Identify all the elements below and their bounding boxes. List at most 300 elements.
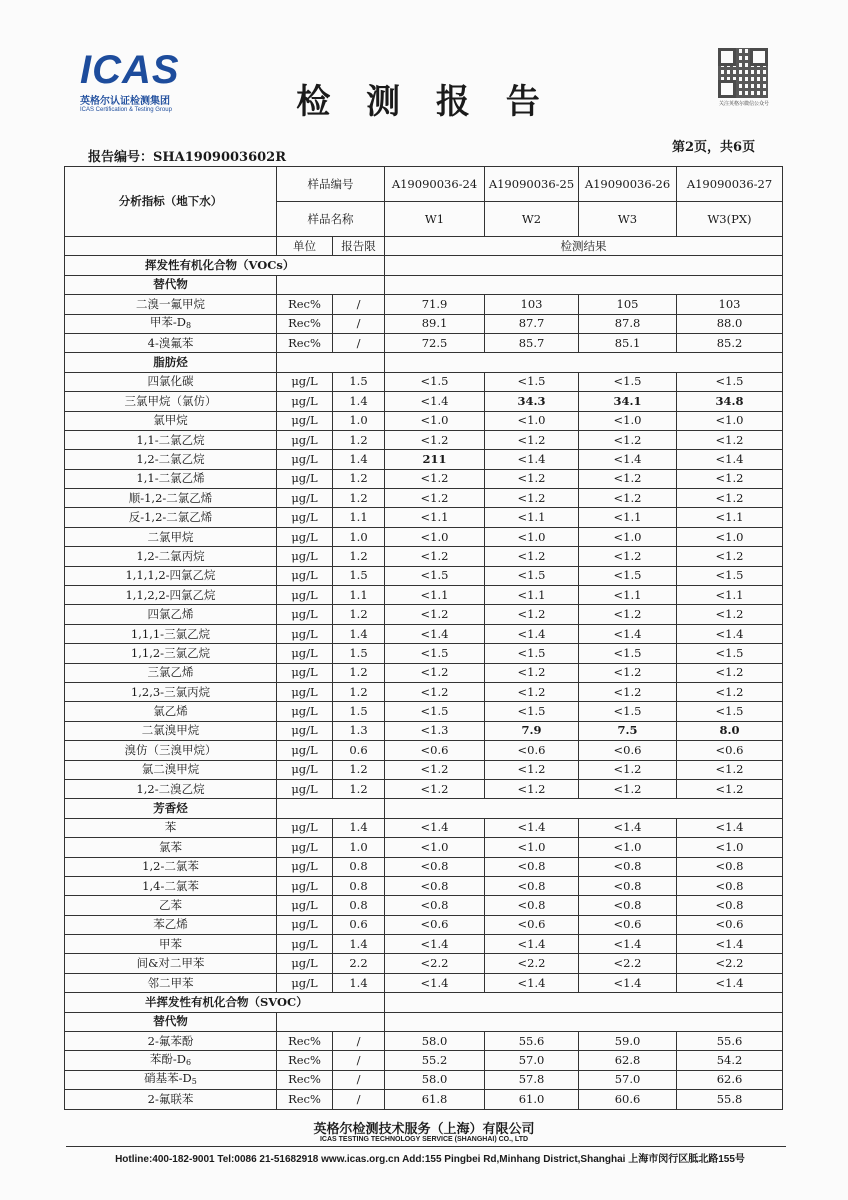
result-cell: <1.1 [579, 586, 677, 605]
result-cell: <1.2 [385, 430, 485, 449]
limit-cell: 1.2 [333, 779, 385, 798]
unit-cell: μg/L [277, 489, 333, 508]
sample-name: W3(PX) [677, 202, 783, 237]
unit-cell: Rec% [277, 295, 333, 314]
unit-cell: μg/L [277, 876, 333, 895]
limit-cell: 2.2 [333, 954, 385, 973]
result-cell: 71.9 [385, 295, 485, 314]
result-cell: <1.0 [677, 411, 783, 430]
group-row [65, 1012, 783, 1031]
result-cell: <1.5 [677, 566, 783, 585]
result-cell: 8.0 [677, 721, 783, 740]
table-row [65, 372, 783, 391]
result-cell: <1.2 [485, 779, 579, 798]
limit-cell: 1.4 [333, 818, 385, 837]
result-cell: <1.2 [385, 469, 485, 488]
limit-cell: 1.5 [333, 702, 385, 721]
table-row [65, 721, 783, 740]
result-cell: <1.5 [485, 566, 579, 585]
unit-cell: μg/L [277, 954, 333, 973]
result-cell: <1.4 [579, 450, 677, 469]
result-cell: 211 [385, 450, 485, 469]
limit-cell: 1.2 [333, 489, 385, 508]
table-row [65, 450, 783, 469]
result-cell: <1.2 [485, 547, 579, 566]
result-cell: 85.2 [677, 333, 783, 352]
result-cell: <1.1 [485, 508, 579, 527]
unit-cell: μg/L [277, 450, 333, 469]
table-row [65, 469, 783, 488]
result-cell: <0.8 [677, 876, 783, 895]
analyte-name: 间&对二甲苯 [65, 954, 277, 973]
analyte-name: 甲苯 [65, 935, 277, 954]
result-cell: 85.1 [579, 333, 677, 352]
result-cell: <2.2 [579, 954, 677, 973]
limit-cell: / [333, 1032, 385, 1051]
table-row [65, 896, 783, 915]
group-title: 脂肪烃 [65, 353, 277, 372]
result-cell: <0.8 [485, 876, 579, 895]
result-cell: 7.9 [485, 721, 579, 740]
result-cell: 61.0 [485, 1090, 579, 1109]
result-cell: <1.4 [579, 818, 677, 837]
result-cell: <1.4 [677, 450, 783, 469]
table-row [65, 935, 783, 954]
analyte-name: 苯乙烯 [65, 915, 277, 934]
limit-cell: 1.4 [333, 392, 385, 411]
table-row [65, 702, 783, 721]
table-row [65, 1051, 783, 1070]
sample-no-label: 样品编号 [277, 167, 385, 202]
table-row [65, 876, 783, 895]
result-cell: <2.2 [485, 954, 579, 973]
analyte-name: 1,2-二氯丙烷 [65, 547, 277, 566]
result-cell: 87.7 [485, 314, 579, 333]
unit-cell: μg/L [277, 760, 333, 779]
result-cell: <1.4 [579, 935, 677, 954]
page-number: 第2页，共6页 [672, 140, 756, 155]
unit-cell: μg/L [277, 915, 333, 934]
result-cell: <0.8 [579, 896, 677, 915]
result-cell: <1.2 [385, 547, 485, 566]
unit-cell: Rec% [277, 333, 333, 352]
result-cell: <1.4 [677, 973, 783, 992]
result-cell: <1.5 [385, 566, 485, 585]
limit-cell: 1.3 [333, 721, 385, 740]
result-cell: <1.5 [385, 644, 485, 663]
result-cell: <1.2 [677, 489, 783, 508]
result-cell: <0.8 [385, 876, 485, 895]
logo-english-name: ICAS Certification & Testing Group [80, 107, 172, 113]
result-cell: 87.8 [579, 314, 677, 333]
sample-name: W2 [485, 202, 579, 237]
result-cell: <1.0 [485, 838, 579, 857]
result-cell: <0.6 [677, 915, 783, 934]
limit-cell: 1.4 [333, 624, 385, 643]
analyte-name: 四氯乙烯 [65, 605, 277, 624]
limit-cell: 1.4 [333, 935, 385, 954]
analyte-name: 三氯甲烷（氯仿） [65, 392, 277, 411]
limit-cell: 0.8 [333, 876, 385, 895]
result-cell: <1.2 [579, 430, 677, 449]
result-cell: <1.0 [485, 411, 579, 430]
result-cell: <1.5 [485, 702, 579, 721]
table-row [65, 333, 783, 352]
result-cell: <1.5 [485, 644, 579, 663]
result-cell: <1.2 [677, 682, 783, 701]
result-cell: <1.1 [385, 586, 485, 605]
sample-id: A19090036-24 [385, 167, 485, 202]
table-row [65, 392, 783, 411]
footer-divider [66, 1146, 786, 1147]
analyte-name: 二氯甲烷 [65, 527, 277, 546]
sample-id: A19090036-25 [485, 167, 579, 202]
unit-cell: μg/L [277, 818, 333, 837]
unit-header: 单位 [277, 237, 333, 256]
result-cell: <0.6 [579, 741, 677, 760]
unit-cell: μg/L [277, 508, 333, 527]
unit-cell: μg/L [277, 566, 333, 585]
result-cell: <1.2 [677, 547, 783, 566]
subscript: 5 [191, 1076, 197, 1086]
limit-cell: 1.4 [333, 973, 385, 992]
result-cell: <0.6 [579, 915, 677, 934]
analyte-name: 1,4-二氯苯 [65, 876, 277, 895]
table-row [65, 624, 783, 643]
sample-name: W1 [385, 202, 485, 237]
result-cell: 85.7 [485, 333, 579, 352]
table-row [65, 566, 783, 585]
analyte-name: 4-溴氟苯 [65, 333, 277, 352]
result-cell: <1.0 [385, 838, 485, 857]
footer-company-en: ICAS TESTING TECHNOLOGY SERVICE (SHANGHAI) CO., LTD [319, 1136, 529, 1143]
limit-cell: 1.2 [333, 760, 385, 779]
unit-cell: μg/L [277, 779, 333, 798]
table-row [65, 295, 783, 314]
subscript: 6 [186, 1057, 192, 1067]
analyte-name: 苯 [65, 818, 277, 837]
result-cell: <1.2 [677, 430, 783, 449]
result-cell: <0.8 [485, 896, 579, 915]
unit-cell: μg/L [277, 663, 333, 682]
limit-cell: 1.2 [333, 682, 385, 701]
result-cell: <1.2 [485, 605, 579, 624]
table-row [65, 779, 783, 798]
unit-cell: μg/L [277, 682, 333, 701]
analyte-name: 氯乙烯 [65, 702, 277, 721]
group-title: 替代物 [65, 275, 277, 294]
table-row [65, 915, 783, 934]
subscript: 8 [186, 320, 192, 330]
analyte-name: 1,1,2-三氯乙烷 [65, 644, 277, 663]
unit-cell: μg/L [277, 469, 333, 488]
analyte-name: 四氯化碳 [65, 372, 277, 391]
result-cell: <1.2 [579, 663, 677, 682]
analyte-name: 溴仿（三溴甲烷） [65, 741, 277, 760]
limit-cell: 1.2 [333, 469, 385, 488]
result-cell: <1.4 [579, 973, 677, 992]
result-cell: <1.2 [485, 430, 579, 449]
table-row [65, 527, 783, 546]
footer-contact: Hotline:400-182-9001 Tel:0086 21-51682918 www.icas.org.cn Add:155 Pingbei Rd,Minhang District,Shanghai 上海市闵行区胝北路155号 [115, 1154, 745, 1165]
limit-cell: / [333, 1051, 385, 1070]
limit-cell: / [333, 333, 385, 352]
unit-cell: Rec% [277, 1090, 333, 1109]
unit-cell: μg/L [277, 372, 333, 391]
analyte-name: 2-氟苯酚 [65, 1032, 277, 1051]
section-row [65, 256, 783, 275]
result-cell: 59.0 [579, 1032, 677, 1051]
unit-cell: μg/L [277, 527, 333, 546]
table-row [65, 644, 783, 663]
result-cell: <1.5 [385, 702, 485, 721]
result-cell: 55.6 [677, 1032, 783, 1051]
group-title: 替代物 [65, 1012, 277, 1031]
result-cell: <1.4 [385, 973, 485, 992]
result-cell: <1.4 [677, 818, 783, 837]
result-cell: <1.2 [485, 760, 579, 779]
analyte-name: 氯甲烷 [65, 411, 277, 430]
limit-header: 报告限 [333, 237, 385, 256]
result-cell: <1.2 [385, 663, 485, 682]
result-cell: <1.4 [385, 935, 485, 954]
unit-cell: Rec% [277, 314, 333, 333]
result-cell: <1.3 [385, 721, 485, 740]
report-title: 检 测 报 告 [296, 82, 552, 122]
result-cell: 55.8 [677, 1090, 783, 1109]
analyte-name: 1,2-二氯乙烷 [65, 450, 277, 469]
table-row [65, 489, 783, 508]
section-title: 半挥发性有机化合物（SVOC） [65, 993, 385, 1012]
result-cell: <1.4 [485, 935, 579, 954]
analysis-index-header: 分析指标（地下水） [65, 167, 277, 237]
result-cell: <1.2 [579, 547, 677, 566]
limit-cell: 1.5 [333, 566, 385, 585]
result-cell: <1.2 [677, 663, 783, 682]
result-cell: 89.1 [385, 314, 485, 333]
result-cell: 60.6 [579, 1090, 677, 1109]
result-cell: <0.8 [677, 896, 783, 915]
result-cell: 61.8 [385, 1090, 485, 1109]
unit-cell: μg/L [277, 702, 333, 721]
unit-cell: Rec% [277, 1070, 333, 1089]
logo-chinese-name: 英格尔认证检测集团 [80, 96, 170, 107]
section-row [65, 993, 783, 1012]
analyte-name: 硝基苯$-D_5$ [65, 1070, 277, 1089]
limit-cell: 1.2 [333, 605, 385, 624]
table-row [65, 838, 783, 857]
sample-id: A19090036-27 [677, 167, 783, 202]
limit-cell: 0.8 [333, 896, 385, 915]
result-cell: <1.2 [485, 469, 579, 488]
result-cell: <1.5 [677, 372, 783, 391]
result-cell: <1.5 [385, 372, 485, 391]
limit-cell: 1.5 [333, 372, 385, 391]
table-row [65, 682, 783, 701]
analyte-name: 二溴一氟甲烷 [65, 295, 277, 314]
result-cell: <1.2 [579, 760, 677, 779]
result-cell: <1.0 [677, 838, 783, 857]
unit-cell: Rec% [277, 1051, 333, 1070]
section-title: 挥发性有机化合物（VOCs） [65, 256, 385, 275]
result-cell: <0.8 [385, 857, 485, 876]
sample-id: A19090036-26 [579, 167, 677, 202]
table-row [65, 954, 783, 973]
limit-cell: 1.1 [333, 508, 385, 527]
result-cell: <0.6 [385, 915, 485, 934]
limit-cell: 1.2 [333, 663, 385, 682]
table-row [65, 314, 783, 333]
result-cell: <0.8 [677, 857, 783, 876]
analyte-name: 苯酚$-D_6$ [65, 1051, 277, 1070]
limit-cell: 1.4 [333, 450, 385, 469]
result-cell: 34.8 [677, 392, 783, 411]
report-number: 报告编号：SHA1909003602R [88, 150, 287, 165]
limit-cell: / [333, 314, 385, 333]
result-cell: <1.0 [677, 527, 783, 546]
result-cell: <1.2 [485, 489, 579, 508]
table-row [65, 508, 783, 527]
table-row [65, 430, 783, 449]
result-cell: <1.1 [677, 586, 783, 605]
unit-cell: μg/L [277, 411, 333, 430]
result-cell: <0.6 [385, 741, 485, 760]
result-cell: 55.6 [485, 1032, 579, 1051]
analyte-name: 氯苯 [65, 838, 277, 857]
footer-company-cn: 英格尔检测技术服务（上海）有限公司 [313, 1122, 535, 1137]
result-cell: <1.2 [677, 779, 783, 798]
group-row [65, 353, 783, 372]
result-cell: 58.0 [385, 1070, 485, 1089]
result-cell: <1.2 [385, 605, 485, 624]
unit-cell: μg/L [277, 857, 333, 876]
result-cell: <1.5 [579, 644, 677, 663]
unit-cell: μg/L [277, 973, 333, 992]
unit-cell: μg/L [277, 624, 333, 643]
limit-cell: 0.6 [333, 915, 385, 934]
analyte-name: 1,2,3-三氯丙烷 [65, 682, 277, 701]
sample-name: W3 [579, 202, 677, 237]
limit-cell: 1.0 [333, 527, 385, 546]
result-cell: <1.5 [677, 702, 783, 721]
result-cell: 55.2 [385, 1051, 485, 1070]
analyte-name: 1,2-二溴乙烷 [65, 779, 277, 798]
analyte-name: 1,1-二氯乙烯 [65, 469, 277, 488]
unit-cell: μg/L [277, 586, 333, 605]
result-cell: <1.2 [385, 682, 485, 701]
result-cell: <1.4 [385, 624, 485, 643]
unit-cell: μg/L [277, 605, 333, 624]
analyte-name: 二氯溴甲烷 [65, 721, 277, 740]
result-cell: <1.4 [677, 624, 783, 643]
unit-cell: μg/L [277, 644, 333, 663]
result-cell: <1.0 [385, 411, 485, 430]
result-cell: <1.2 [677, 469, 783, 488]
table-row [65, 1090, 783, 1109]
unit-cell: μg/L [277, 547, 333, 566]
table-row [65, 1032, 783, 1051]
limit-cell: 1.0 [333, 838, 385, 857]
result-cell: <1.4 [485, 818, 579, 837]
analyte-name: 1,1-二氯乙烷 [65, 430, 277, 449]
result-cell: <0.6 [677, 741, 783, 760]
result-cell: 62.6 [677, 1070, 783, 1089]
result-cell: <1.4 [485, 973, 579, 992]
result-cell: <1.2 [579, 682, 677, 701]
result-cell: 88.0 [677, 314, 783, 333]
result-cell: <1.2 [677, 760, 783, 779]
analyte-name: 顺-1,2-二氯乙烯 [65, 489, 277, 508]
table-row [65, 547, 783, 566]
analyte-name: 反-1,2-二氯乙烯 [65, 508, 277, 527]
result-cell: 54.2 [677, 1051, 783, 1070]
table-row [65, 760, 783, 779]
result-cell: <1.5 [579, 702, 677, 721]
result-cell: <1.2 [385, 489, 485, 508]
result-cell: <1.1 [579, 508, 677, 527]
logo-mark: ICAS [80, 48, 180, 92]
result-cell: 58.0 [385, 1032, 485, 1051]
result-cell: 105 [579, 295, 677, 314]
table-row [65, 586, 783, 605]
units-header-row [65, 237, 783, 256]
result-cell: <1.0 [385, 527, 485, 546]
result-cell: 57.8 [485, 1070, 579, 1089]
table-row [65, 605, 783, 624]
table-row [65, 973, 783, 992]
sample-name-label: 样品名称 [277, 202, 385, 237]
result-cell: <1.5 [579, 566, 677, 585]
unit-cell: μg/L [277, 838, 333, 857]
result-cell: <1.0 [485, 527, 579, 546]
result-cell: <1.4 [385, 818, 485, 837]
result-cell: <1.4 [485, 450, 579, 469]
result-cell: 62.8 [579, 1051, 677, 1070]
result-cell: 34.1 [579, 392, 677, 411]
result-cell: <0.8 [385, 896, 485, 915]
result-cell: <1.0 [579, 411, 677, 430]
qr-caption: 关注英格尔微信公众号 [718, 101, 769, 107]
table-row [65, 818, 783, 837]
result-cell: <1.0 [579, 838, 677, 857]
result-cell: <1.2 [385, 760, 485, 779]
result-cell: <0.6 [485, 741, 579, 760]
limit-cell: 1.0 [333, 411, 385, 430]
limit-cell: / [333, 295, 385, 314]
unit-cell: μg/L [277, 935, 333, 954]
result-cell: <0.6 [485, 915, 579, 934]
table-row [65, 411, 783, 430]
result-cell: 103 [677, 295, 783, 314]
analyte-name: 1,1,2,2-四氯乙烷 [65, 586, 277, 605]
result-cell: 103 [485, 295, 579, 314]
result-cell: <1.2 [485, 663, 579, 682]
result-cell: <1.5 [677, 644, 783, 663]
limit-cell: 1.2 [333, 547, 385, 566]
analyte-name: 1,2-二氯苯 [65, 857, 277, 876]
result-cell: <1.2 [579, 605, 677, 624]
group-title: 芳香烃 [65, 799, 277, 818]
result-cell: <1.2 [579, 779, 677, 798]
analyte-name: 甲苯$-D_8$ [65, 314, 277, 333]
sample-id-row [65, 167, 783, 202]
analyte-name: 乙苯 [65, 896, 277, 915]
analyte-name: 氯二溴甲烷 [65, 760, 277, 779]
analyte-name: 邻二甲苯 [65, 973, 277, 992]
unit-cell: μg/L [277, 896, 333, 915]
limit-cell: / [333, 1070, 385, 1089]
limit-cell: 0.6 [333, 741, 385, 760]
